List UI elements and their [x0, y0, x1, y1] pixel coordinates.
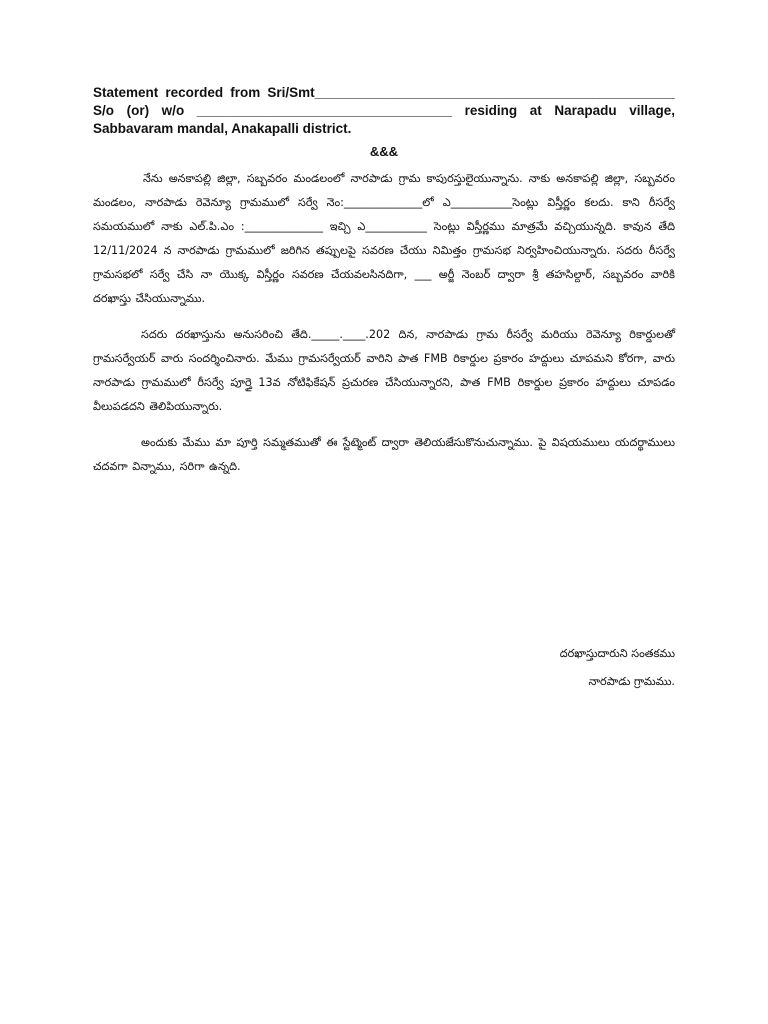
paragraph-1 — [93, 167, 675, 311]
signature-block — [560, 640, 675, 696]
document-page — [93, 84, 675, 491]
paragraph-2 — [93, 323, 675, 419]
header-line-2: S/o (or) w/o __________________________________ residing at Narapadu village, — [93, 103, 675, 118]
signature-label: దరఖాస్తుదారుని సంతకము — [559, 647, 675, 660]
paragraph-2-text: సదరు దరఖాస్తును అనుసరించి తేది._____.____.202 దిన, నారపాడు గ్రామ రీసర్వే మరియు రెవెన్యూ రికార్డులతో గ్రామసర్వేయర్ వారు సందర్శించినారు. మేము గ్రామసర్వేయర్ వారిని పాత FMB రికార్డుల ప్రకారం హద్దులు చూపమని కోరగా, వారు నారపాడు గ్రామములో రీసర్వే పూర్తై 13వ నోటిఫికేషన్ ప్రచురణ చేసియున్నారని, పాత FMB రికార్డుల ప్రకారం హద్దులు చూపడం వీలుపడదని తెలిపియున్నారు. — [93, 328, 675, 413]
header-line-1: Statement recorded from Sri/Smt________________________________________________ — [93, 85, 675, 100]
paragraph-1-text: నేను అనకాపల్లి జిల్లా, సబ్బవరం మండలంలో నారపాడు గ్రామ కాపురస్తులైయున్నాను. నాకు అనకాపల్లి జిల్లా, సబ్బవరం మండలం, నారపాడు రెవెన్యూ గ్రామములో సర్వే నెం:______________లో ఎ___________సెంట్లు విస్తీర్ణం కలదు. కాని రీసర్వే సమయములో నాకు ఎల్.పి.ఎం :______________ ఇచ్చి ఎ___________ సెంట్లు విస్తీర్ణము మాత్రమే వచ్చియున్నది. కావున తేది 12/11/2024 న నారపాడు గ్రామములో జరిగిన తప్పులపై సవరణ చేయు నిమిత్తం గ్రామసభ నిర్వహించియున్నారు. సదరు రీసర్వే గ్రామసభలో సర్వే చేసి నా యొక్క విస్తీర్ణం సవరణ చేయవలసినదిగా, ___ అర్జీ నెంబర్ ద్వారా శ్రీ తహసిల్దార్, సబ్బవరం వారికి దరఖాస్తు చేసియున్నాము. — [93, 172, 675, 305]
paragraph-3-text: అందుకు మేము మా పూర్తి సమ్మతముతో ఈ స్టేట్మెంట్ ద్వారా తెలియజేసుకొనుచున్నాము. పై విషయములు యదర్థాములు చదవగా విన్నాము, సరిగా ఉన్నది. — [93, 436, 675, 473]
paragraph-3 — [93, 431, 675, 479]
signature-village: నారపాడు గ్రామము. — [588, 675, 675, 688]
section-separator: &&& — [369, 144, 399, 159]
header-line-3: Sabbavaram mandal, Anakapalli district. — [93, 121, 352, 136]
